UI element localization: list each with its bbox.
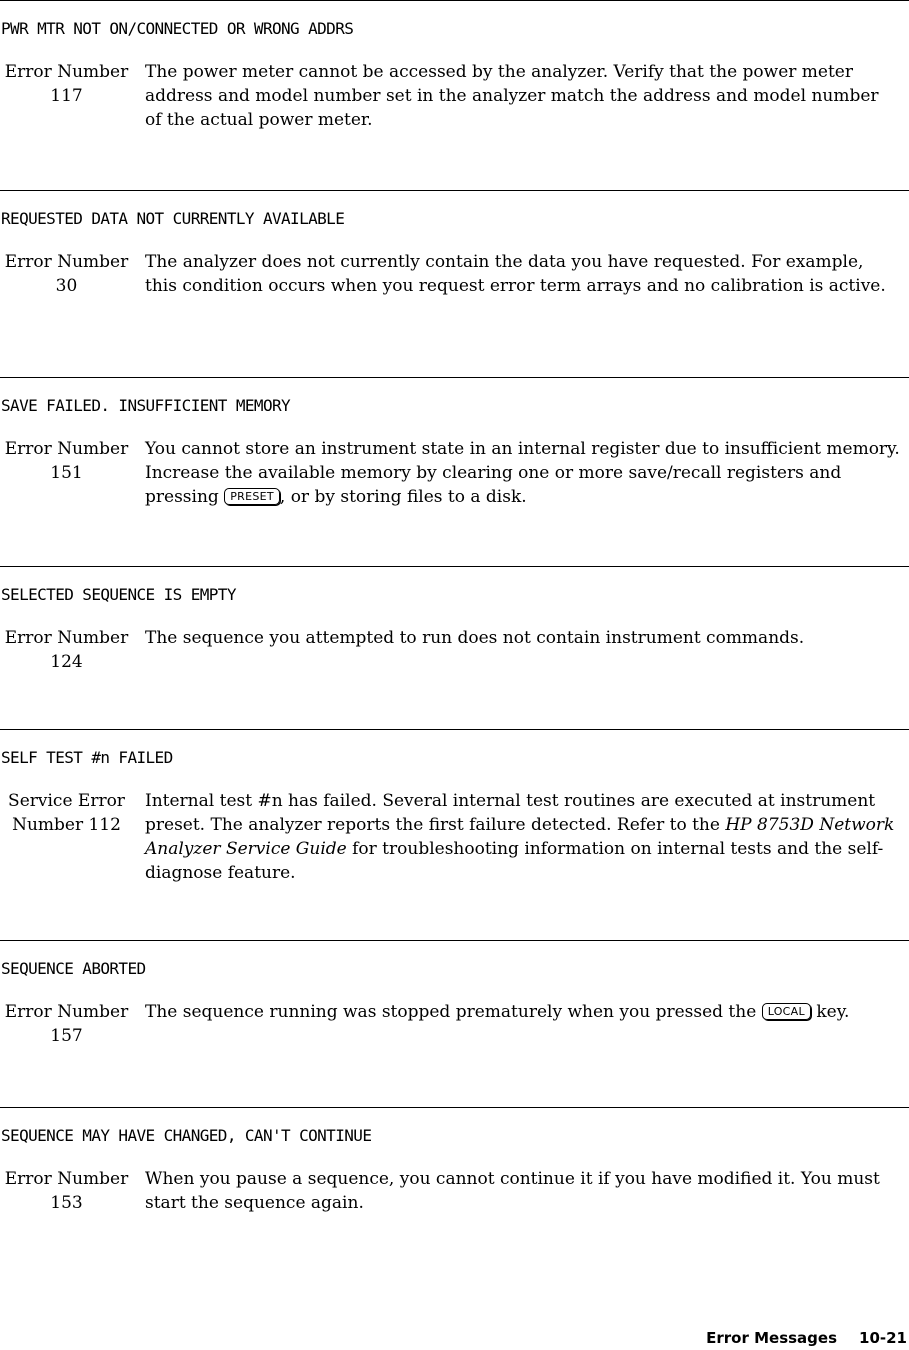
error-title: SELECTED SEQUENCE IS EMPTY <box>1 585 236 604</box>
label-line-2: 157 <box>50 1026 83 1046</box>
preset-key: PRESET <box>224 488 280 505</box>
error-title: SELF TEST #n FAILED <box>1 748 173 767</box>
footer-section-title: Error Messages <box>706 1329 838 1347</box>
error-title: SAVE FAILED. INSUFFICIENT MEMORY <box>1 396 291 415</box>
divider <box>0 729 909 730</box>
divider <box>0 940 909 941</box>
description-text: Internal test #n has failed. Several internal test routines are executed at instrument preset. The analyzer reports the first failure detected. Refer to the <box>145 791 876 835</box>
error-description <box>145 437 900 509</box>
description-text: The sequence running was stopped prematurely when you pressed the <box>145 1002 762 1022</box>
label-line-2: Number 112 <box>12 815 121 835</box>
label-line-1: Error Number <box>4 628 129 648</box>
label-line-1: Error Number <box>4 62 129 82</box>
error-number-label <box>0 626 133 674</box>
page-footer <box>706 1329 907 1347</box>
description-text: , or by storing files to a disk. <box>279 487 527 507</box>
label-line-2: 151 <box>50 463 83 483</box>
label-line-1: Error Number <box>4 1169 129 1189</box>
label-line-1: Service Error <box>8 791 125 811</box>
divider <box>0 0 909 1</box>
error-title: REQUESTED DATA NOT CURRENTLY AVAILABLE <box>1 209 345 228</box>
divider <box>0 377 909 378</box>
error-description <box>145 789 900 885</box>
page-number: 10-21 <box>859 1329 907 1347</box>
description-text: key. <box>810 1002 850 1022</box>
label-line-1: Error Number <box>4 252 129 272</box>
service-guide-title: HP 8753D Network Analyzer Service Guide <box>145 815 895 859</box>
divider <box>0 566 909 567</box>
error-description: The analyzer does not currently contain the data you have requested. For example, this condition occurs when you request error term arrays and no calibration is active. <box>145 252 886 296</box>
error-number-label <box>0 437 133 485</box>
error-title: PWR MTR NOT ON/CONNECTED OR WRONG ADDRS <box>1 19 354 38</box>
error-number-label <box>0 789 133 837</box>
description-text: for troubleshooting information on internal tests and the self-diagnose feature. <box>145 839 884 883</box>
label-line-2: 153 <box>50 1193 83 1213</box>
divider <box>0 190 909 191</box>
label-line-2: 117 <box>50 86 83 106</box>
label-line-2: 124 <box>50 652 83 672</box>
label-line-2: 30 <box>55 276 78 296</box>
local-key: LOCAL <box>762 1003 811 1020</box>
error-description: The sequence you attempted to run does not contain instrument commands. <box>145 628 805 648</box>
error-title: SEQUENCE MAY HAVE CHANGED, CAN'T CONTINUE <box>1 1126 372 1145</box>
error-number-label <box>0 250 133 298</box>
error-number-label <box>0 1000 133 1048</box>
error-description: The power meter cannot be accessed by the analyzer. Verify that the power meter address and model number set in the analyzer match the address and model number of the actual power meter. <box>145 62 879 130</box>
error-description <box>145 1000 900 1024</box>
error-number-label <box>0 60 133 108</box>
error-title: SEQUENCE ABORTED <box>1 959 146 978</box>
label-line-1: Error Number <box>4 439 129 459</box>
divider <box>0 1107 909 1108</box>
description-text: You cannot store an instrument state in an internal register due to insufficient memory. Increase the available memory by clearing one or more save/recall registers and pressing <box>145 439 900 507</box>
label-line-1: Error Number <box>4 1002 129 1022</box>
error-description: When you pause a sequence, you cannot continue it if you have modified it. You must start the sequence again. <box>145 1169 880 1213</box>
error-number-label <box>0 1167 133 1215</box>
